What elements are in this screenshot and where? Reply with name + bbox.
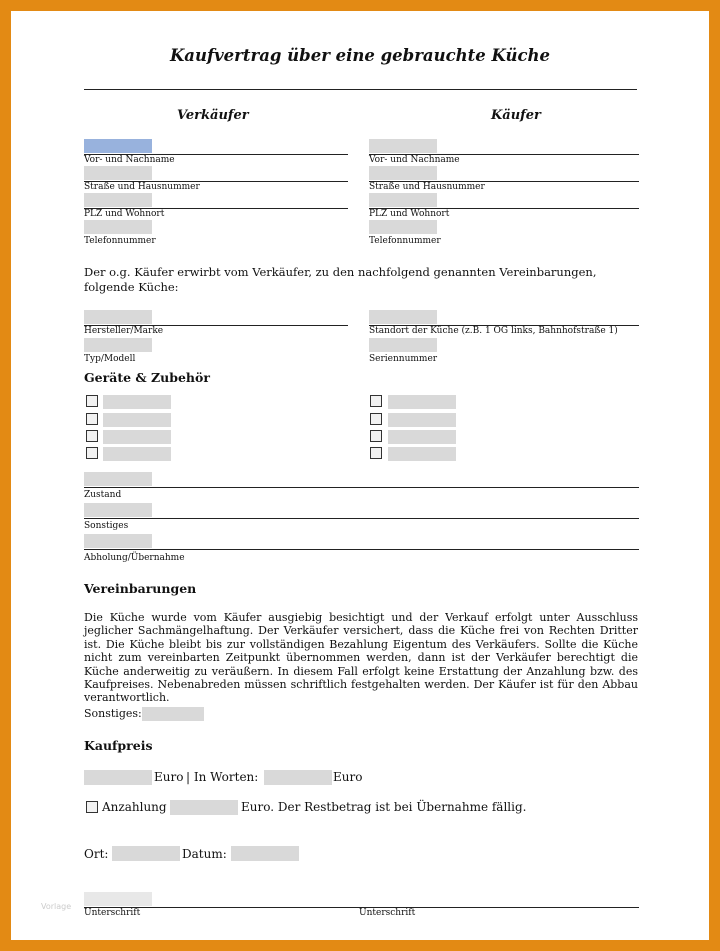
manufacturer-label: Hersteller/Marke bbox=[84, 326, 164, 336]
price-in-words-label: | In Worten: bbox=[186, 770, 259, 784]
accessory-checkbox-1[interactable] bbox=[86, 395, 98, 407]
buyer-city-label: PLZ und Wohnort bbox=[369, 209, 450, 219]
model-input[interactable] bbox=[84, 338, 152, 352]
watermark: Vorlage bbox=[41, 902, 72, 911]
other-line bbox=[84, 518, 639, 519]
price-euro-label-2: Euro bbox=[333, 770, 363, 784]
buyer-phone-input[interactable] bbox=[369, 220, 437, 234]
accessory-checkbox-5[interactable] bbox=[370, 395, 382, 407]
signature-right-label: Unterschrift bbox=[359, 908, 416, 918]
seller-name-input[interactable] bbox=[84, 139, 152, 153]
price-heading: Kaufpreis bbox=[84, 738, 153, 753]
signature-fill[interactable] bbox=[84, 892, 152, 906]
place-input[interactable] bbox=[112, 846, 180, 861]
agreements-text: Die Küche wurde vom Käufer ausgiebig besichtigt und der Verkauf erfolgt unter Ausschluss jeglicher Sachmängelhaftung. Der Verkäufer versichert, dass die Küche frei von Rechten Dritter ist. Die Küche bleibt bis zur vollständigen Bezahlung Eigentum des Verkäufers. Sollte die Küche nicht zum vereinbarten Zeitpunkt übernommen werden, dann ist der Verkäufer berechtigt die Küche anderweitig zu veräußern. In diesem Fall erfolgt keine Erstattung der Anzahlung bzw. des Kaufpreises. Nebenabreden müssen schriftlich festgehalten werden. Der Käufer ist für den Abbau verantwortlich. bbox=[84, 611, 638, 705]
deposit-amount-input[interactable] bbox=[170, 800, 238, 815]
agreements-other-input[interactable] bbox=[142, 707, 204, 721]
seller-city-input[interactable] bbox=[84, 193, 152, 207]
accessory-input-8[interactable] bbox=[388, 447, 456, 461]
date-label: Datum: bbox=[182, 847, 227, 861]
title-rule bbox=[84, 89, 637, 90]
accessory-input-4[interactable] bbox=[103, 447, 171, 461]
price-amount-input[interactable] bbox=[84, 770, 152, 785]
document-title: Kaufvertrag über eine gebrauchte Küche bbox=[169, 46, 551, 65]
other-input[interactable] bbox=[84, 503, 152, 517]
buyer-street-input[interactable] bbox=[369, 166, 437, 180]
buyer-street-label: Straße und Hausnummer bbox=[369, 182, 485, 192]
price-euro-label: Euro bbox=[154, 770, 184, 784]
model-label: Typ/Modell bbox=[84, 354, 136, 364]
seller-heading: Verkäufer bbox=[177, 108, 249, 123]
accessory-checkbox-7[interactable] bbox=[370, 430, 382, 442]
other-label: Sonstiges bbox=[84, 521, 129, 531]
deposit-checkbox[interactable] bbox=[86, 801, 98, 813]
seller-street-input[interactable] bbox=[84, 166, 152, 180]
contract-sheet bbox=[11, 11, 709, 940]
price-words-input[interactable] bbox=[264, 770, 332, 785]
accessory-checkbox-4[interactable] bbox=[86, 447, 98, 459]
seller-phone-input[interactable] bbox=[84, 220, 152, 234]
condition-label: Zustand bbox=[84, 490, 122, 500]
pickup-label: Abholung/Übernahme bbox=[84, 553, 185, 563]
accessory-checkbox-3[interactable] bbox=[86, 430, 98, 442]
accessory-input-1[interactable] bbox=[103, 395, 171, 409]
deposit-label: Anzahlung bbox=[102, 800, 167, 814]
signature-left-label: Unterschrift bbox=[84, 908, 141, 918]
seller-phone-label: Telefonnummer bbox=[84, 236, 156, 246]
seller-street-label: Straße und Hausnummer bbox=[84, 182, 200, 192]
serial-label: Seriennummer bbox=[369, 354, 438, 364]
location-label: Standort der Küche (z.B. 1 OG links, Bahnhofstraße 1) bbox=[369, 326, 618, 336]
condition-input[interactable] bbox=[84, 472, 152, 486]
buyer-city-input[interactable] bbox=[369, 193, 437, 207]
accessory-checkbox-6[interactable] bbox=[370, 413, 382, 425]
location-input[interactable] bbox=[369, 310, 437, 324]
intro-text: Der o.g. Käufer erwirbt vom Verkäufer, zu den nachfolgend genannten Vereinbarungen, folgende Küche: bbox=[84, 265, 597, 294]
accessory-input-7[interactable] bbox=[388, 430, 456, 444]
accessory-input-6[interactable] bbox=[388, 413, 456, 427]
accessory-input-2[interactable] bbox=[103, 413, 171, 427]
seller-city-label: PLZ und Wohnort bbox=[84, 209, 165, 219]
pickup-line bbox=[84, 549, 639, 550]
accessory-input-5[interactable] bbox=[388, 395, 456, 409]
pickup-input[interactable] bbox=[84, 534, 152, 548]
place-label: Ort: bbox=[84, 847, 109, 861]
agreements-heading: Vereinbarungen bbox=[84, 581, 197, 596]
deposit-rest-text: Euro. Der Restbetrag ist bei Übernahme fällig. bbox=[241, 800, 527, 814]
accessory-checkbox-2[interactable] bbox=[86, 413, 98, 425]
buyer-name-label: Vor- und Nachname bbox=[369, 155, 460, 165]
condition-line bbox=[84, 487, 639, 488]
buyer-name-input[interactable] bbox=[369, 139, 437, 153]
accessories-heading: Geräte & Zubehör bbox=[84, 370, 210, 385]
seller-name-label: Vor- und Nachname bbox=[84, 155, 175, 165]
accessory-checkbox-8[interactable] bbox=[370, 447, 382, 459]
manufacturer-input[interactable] bbox=[84, 310, 152, 324]
accessory-input-3[interactable] bbox=[103, 430, 171, 444]
date-input[interactable] bbox=[231, 846, 299, 861]
agreements-other-label: Sonstiges: bbox=[84, 707, 142, 720]
buyer-phone-label: Telefonnummer bbox=[369, 236, 441, 246]
buyer-heading: Käufer bbox=[491, 108, 541, 123]
serial-input[interactable] bbox=[369, 338, 437, 352]
